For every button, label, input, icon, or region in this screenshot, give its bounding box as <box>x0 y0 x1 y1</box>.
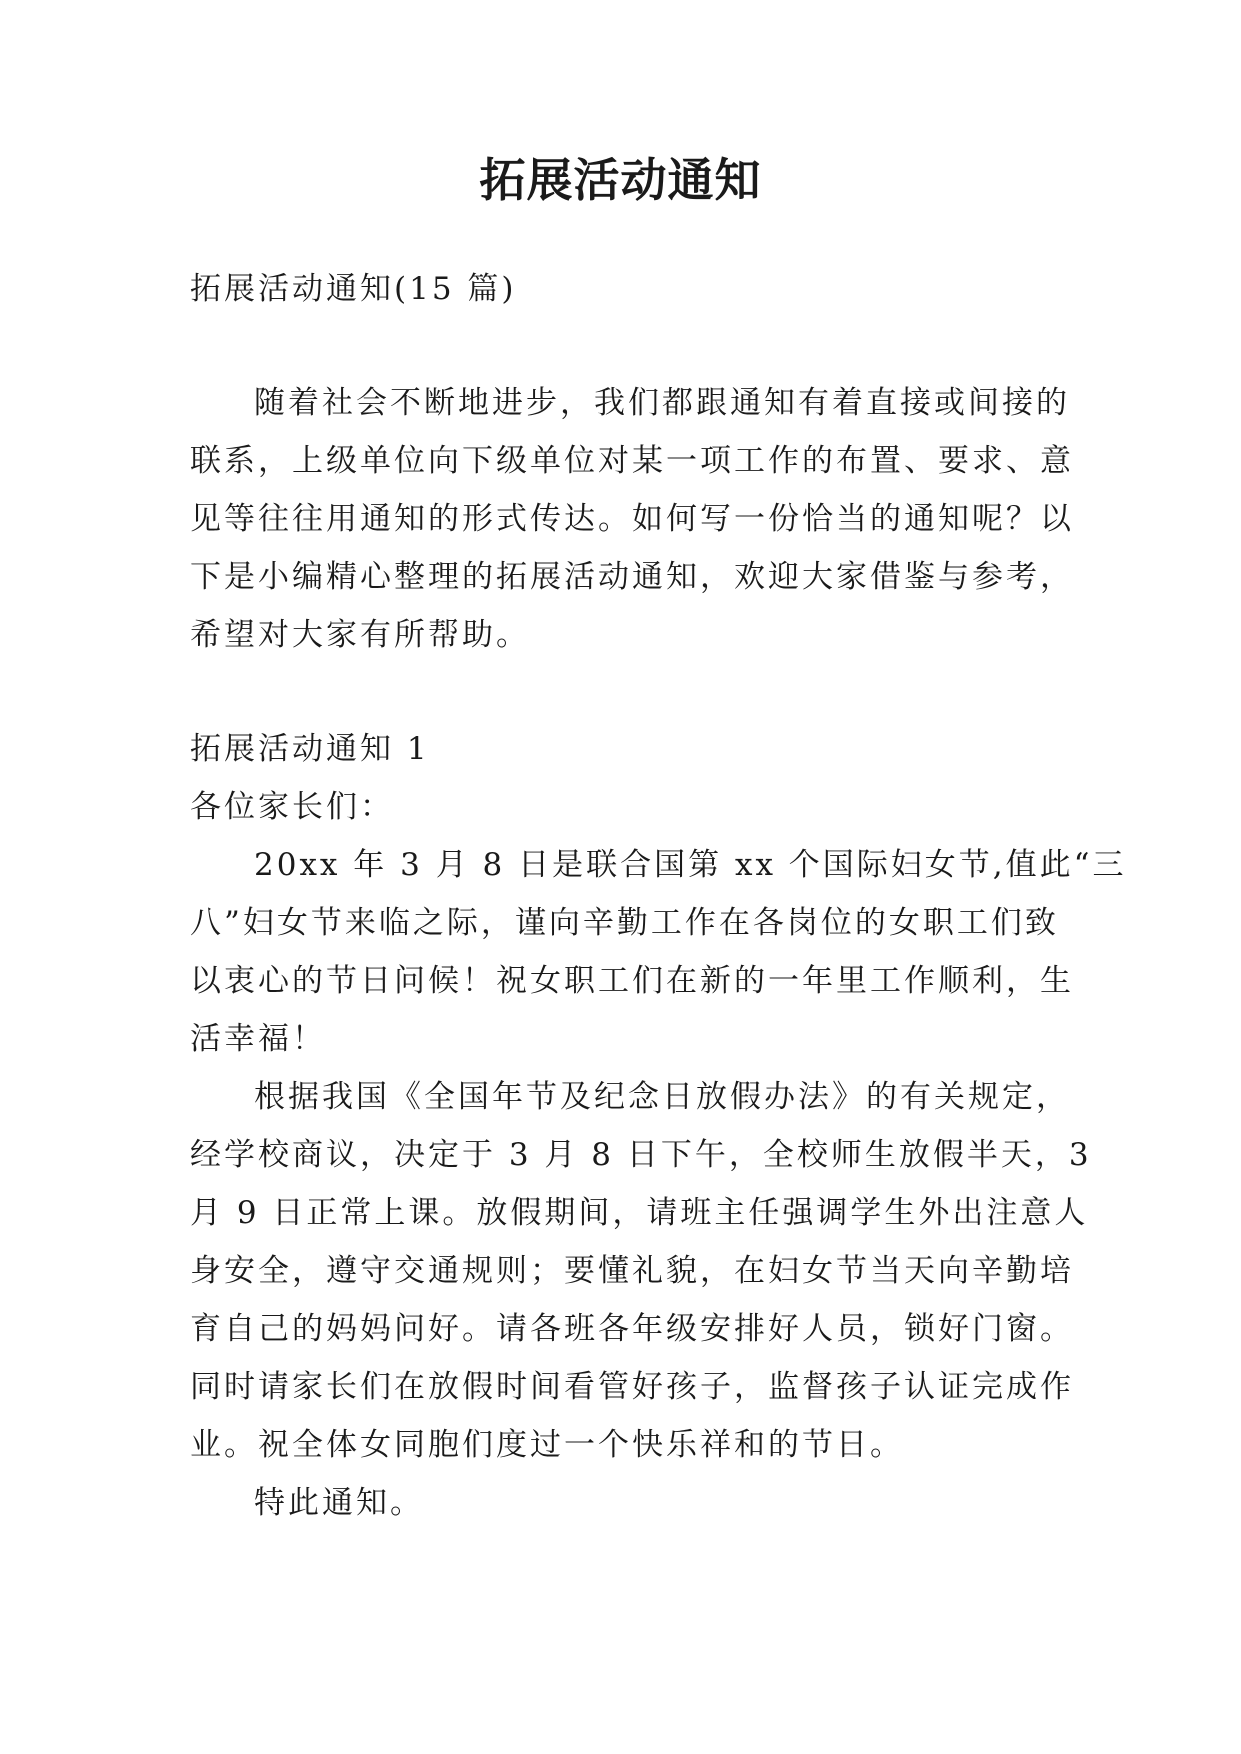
paragraph-line: 月 9 日正常上课。放假期间，请班主任强调学生外出注意人 <box>190 1195 1089 1231</box>
intro-line: 希望对大家有所帮助。 <box>190 617 530 653</box>
salutation: 各位家长们： <box>190 789 394 825</box>
paragraph-line: 20xx 年 3 月 8 日是联合国第 xx 个国际妇女节,值此“三 <box>254 847 1127 883</box>
paragraph-line: 以衷心的节日问候！祝女职工们在新的一年里工作顺利，生 <box>190 963 1074 999</box>
intro-line: 随着社会不断地进步，我们都跟通知有着直接或间接的 <box>254 385 1070 421</box>
spacer <box>190 664 1070 720</box>
paragraph-1 <box>190 836 1127 1068</box>
document-title: 拓展活动通知 <box>479 153 762 207</box>
intro-line: 见等往往用通知的形式传达。如何写一份恰当的通知呢？以 <box>190 501 1074 537</box>
paragraph-line: 身安全，遵守交通规则；要懂礼貌，在妇女节当天向辛勤培 <box>190 1253 1074 1289</box>
paragraph-2 <box>190 1068 1092 1474</box>
paragraph-line: 业。祝全体女同胞们度过一个快乐祥和的节日。 <box>190 1427 904 1463</box>
section-heading: 拓展活动通知 1 <box>190 731 430 767</box>
paragraph-line: 根据我国《全国年节及纪念日放假办法》的有关规定， <box>254 1079 1070 1115</box>
intro-paragraph <box>190 374 1074 664</box>
paragraph-line: 八”妇女节来临之际，谨向辛勤工作在各岗位的女职工们致 <box>190 905 1059 941</box>
paragraph-line: 活幸福！ <box>190 1021 326 1057</box>
closing-line: 特此通知。 <box>254 1485 424 1521</box>
spacer <box>190 318 1070 374</box>
document-subtitle: 拓展活动通知(15 篇) <box>190 271 517 307</box>
paragraph-line: 同时请家长们在放假时间看管好孩子，监督孩子认证完成作 <box>190 1369 1074 1405</box>
paragraph-line: 育自己的妈妈问好。请各班各年级安排好人员，锁好门窗。 <box>190 1311 1074 1347</box>
document-body <box>190 260 1127 1532</box>
intro-line: 下是小编精心整理的拓展活动通知，欢迎大家借鉴与参考， <box>190 559 1074 595</box>
paragraph-line: 经学校商议，决定于 3 月 8 日下午，全校师生放假半天，3 <box>190 1137 1092 1173</box>
intro-line: 联系，上级单位向下级单位对某一项工作的布置、要求、意 <box>190 443 1074 479</box>
